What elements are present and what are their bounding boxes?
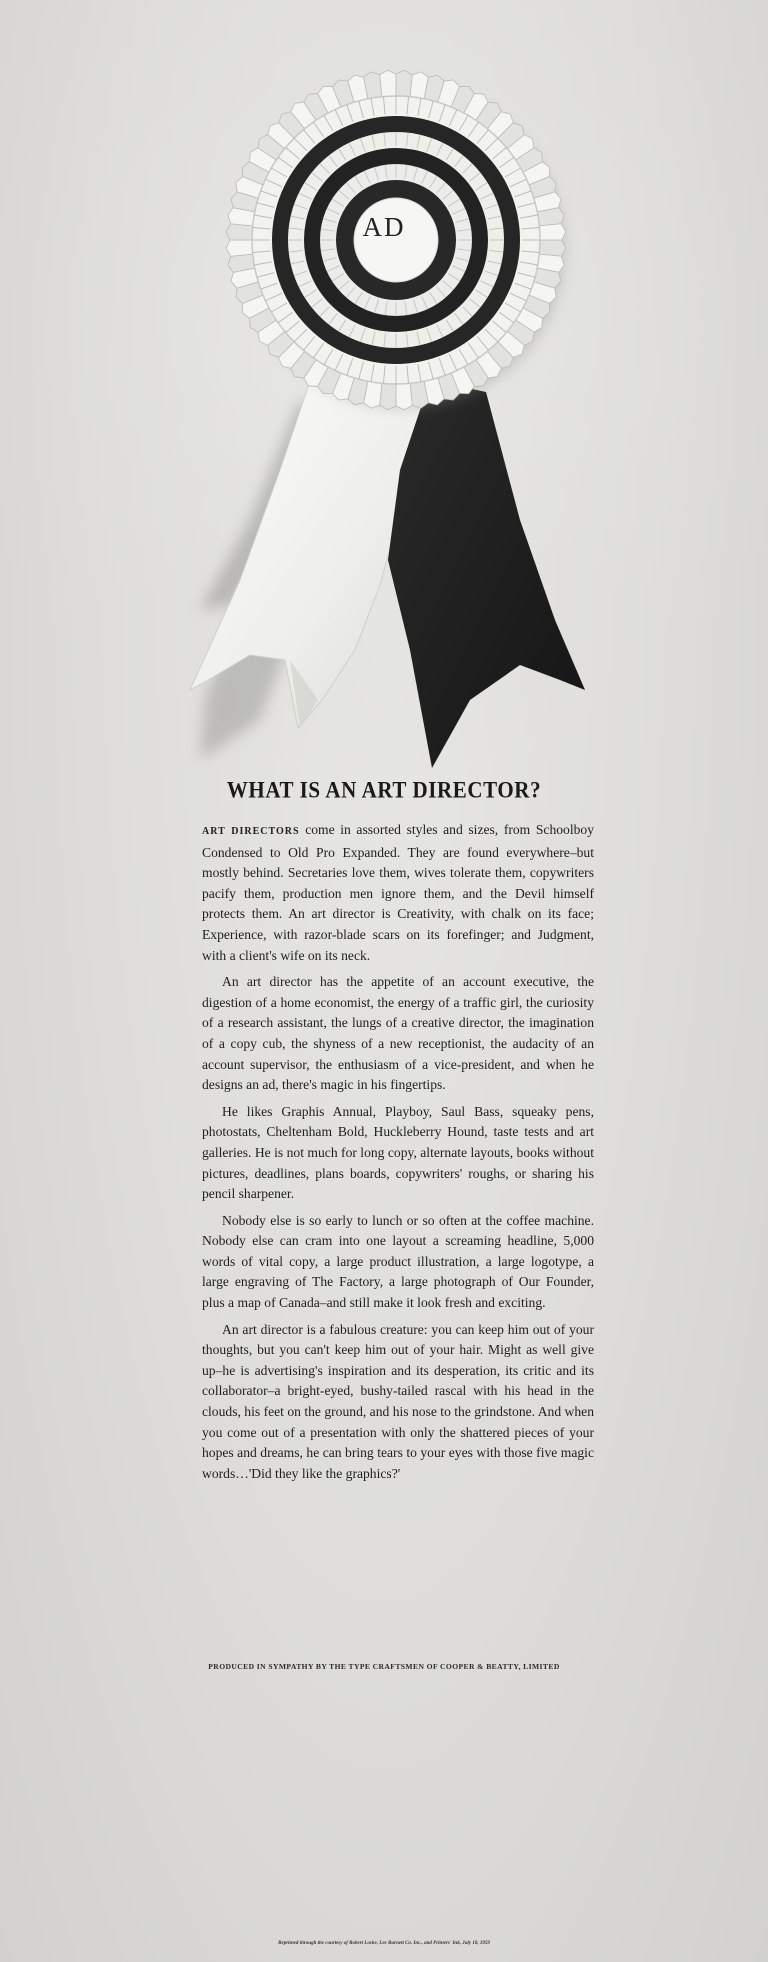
production-credit: PRODUCED IN SYMPATHY BY THE TYPE CRAFTSMEN OF COOPER & BEATTY, LIMITED [208, 1662, 560, 1671]
paragraph-1-text: come in assorted styles and sizes, from Schoolboy Condensed to Old Pro Expanded. They are found everywhere–but mostly behind. Secretaries love them, wives tolerate them, copywriters pacify them, production men ignore them, and the Devil himself protects them. An art director is Creativity, with chalk on its face; Experience, with razor-blade scars on its forefinger; and Judgment, with a client's wife on its neck. [202, 822, 595, 963]
rosette-illustration [0, 0, 768, 780]
paragraph-1 [202, 820, 594, 966]
paragraph-4: Nobody else is so early to lunch or so often at the coffee machine. Nobody else can cram into one layout a screaming headline, 5,000 words of vital copy, a large product illustration, a large logotype, a large engraving of The Factory, a large photograph of Our Founder, plus a map of Canada–and still make it look fresh and exciting. [202, 1212, 594, 1311]
paragraph-5: An art director is a fabulous creature: you can keep him out of your thoughts, but you can't keep him out of your hair. Might as well give up–he is advertising's inspiration and its desperation, its critic and its collaborator–a bright-eyed, bushy-tailed rascal with his head in the clouds, his feet on the ground, and his nose to the grindstone. And when you come out of a presentation with only the shattered pieces of your hopes and dreams, he can bring tears to your eyes with those five magic words…'Did they like the graphics?' [202, 1321, 594, 1481]
lead-caps: ART DIRECTORS [202, 826, 300, 837]
rosette-label: AD [362, 212, 406, 242]
paragraph-3: He likes Graphis Annual, Playboy, Saul Bass, squeaky pens, photostats, Cheltenham Bold, Huckleberry Hound, taste tests and art galleries. He is not much for long copy, alternate layouts, books without pictures, deadlines, plans boards, copywriters' roughs, or sharing his pencil sharpener. [202, 1103, 594, 1202]
award-rosette [0, 0, 768, 780]
article-headline: WHAT IS AN ART DIRECTOR? [226, 777, 542, 803]
article-body [202, 820, 594, 1490]
reprint-notice: Reprinted through the courtesy of Robert Locke, Lee Burnett Co. Inc., and Printers' Ink, July 10, 1959 [278, 1941, 490, 1946]
paragraph-2: An art director has the appetite of an account executive, the digestion of a home economist, the energy of a traffic girl, the curiosity of a research assistant, the lungs of a creative director, the imagination of a copy cub, the shyness of a new receptionist, the audacity of an account supervisor, the enthusiasm of a vice-president, and when he designs an ad, there's magic in his fingertips. [202, 974, 594, 1093]
